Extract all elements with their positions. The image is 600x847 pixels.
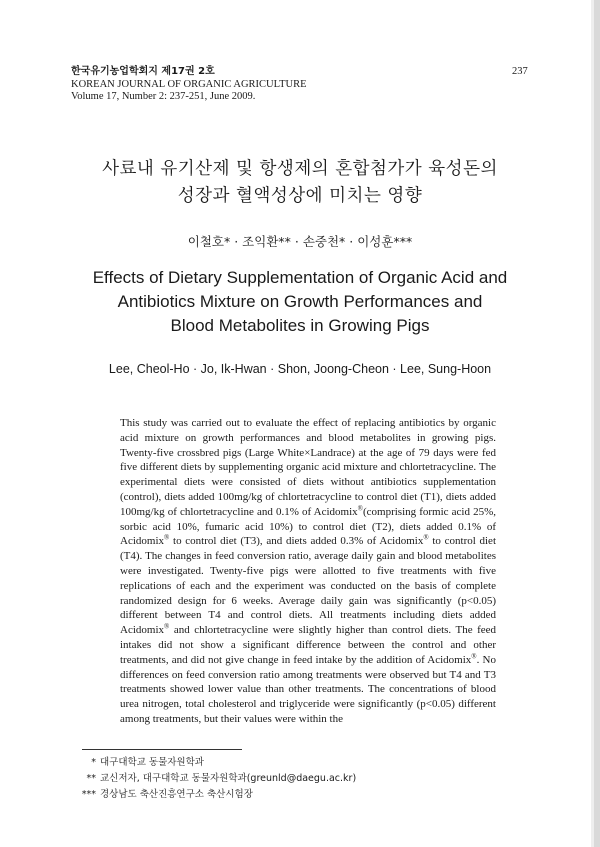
page-edge bbox=[594, 0, 600, 847]
abstract-part4: to control diet (T4). The changes in feed conversion ratio, average daily gain and blood metabolites were investigated. Twenty-five pigs were allotted to five treatments with five replications of each and the experiment was conducted on the basis of complete randomized design for 6 weeks. Average daily gain was significantly (p<0.05) different between T4 and control diets. All treatments including diets added Acidomix bbox=[120, 535, 496, 637]
registered-mark: ® bbox=[471, 652, 477, 661]
title-english-line1: Effects of Dietary Supplementation of Organic Acid and bbox=[92, 268, 508, 287]
footnotes bbox=[76, 755, 356, 803]
authors-korean: 이철호* · 조익환** · 손중천* · 이성훈*** bbox=[187, 234, 413, 249]
abstract-part3: to control diet (T3), and diets added 0.3% of Acidomix bbox=[169, 535, 424, 548]
footnote-text: 경상남도 축산진흥연구소 축산시험장 bbox=[100, 789, 253, 800]
registered-mark: ® bbox=[164, 622, 170, 631]
volume-info: Volume 17, Number 2: 237-251, June 2009. bbox=[71, 91, 256, 102]
title-korean-line2: 성장과 혈액성상에 미치는 영향 bbox=[177, 186, 423, 206]
abstract-part5: and chlortetracycline were slightly higher than control diets. The feed intakes did not show a significant difference between the control and other treatments, and did not give change in feed intake by the addition of Acidomix bbox=[120, 624, 496, 666]
footnote-text: 교신저자, 대구대학교 동물자원학과(greunld@daegu.ac.kr) bbox=[100, 773, 357, 784]
footnote-marker: * bbox=[91, 757, 96, 768]
journal-name-korean: 한국유기농업학회지 제17권 2호 bbox=[71, 66, 215, 77]
registered-mark: ® bbox=[357, 504, 363, 513]
title-english bbox=[0, 266, 600, 338]
footnote-divider bbox=[82, 749, 242, 750]
registered-mark: ® bbox=[164, 533, 170, 542]
title-english-line3: Blood Metabolites in Growing Pigs bbox=[170, 316, 430, 335]
journal-name-english: KOREAN JOURNAL OF ORGANIC AGRICULTURE bbox=[71, 78, 307, 90]
abstract bbox=[120, 416, 496, 727]
footnote-text: 대구대학교 동물자원학과 bbox=[100, 757, 204, 768]
footnote-marker: *** bbox=[81, 789, 96, 800]
abstract-part6: . No differences on feed conversion ratio among treatments were observed but T4 and T3 treatments showed lower value than other treatments. The concentrations of blood urea nitrogen, total cholesterol and triglyceride were significantly (p<0.05) different among treatments, but their values were within the bbox=[120, 653, 496, 725]
journal-header bbox=[71, 66, 307, 104]
abstract-part2: (comprising formic acid 25%, sorbic acid 10%, fumaric acid 10%) to control diet (T2), diets added 0.1% of Acidomix bbox=[120, 505, 496, 548]
title-english-line2: Antibiotics Mixture on Growth Performances and bbox=[117, 292, 483, 311]
authors-english: Lee, Cheol-Ho · Jo, Ik-Hwan · Shon, Joong-Cheon · Lee, Sung-Hoon bbox=[108, 362, 492, 376]
page-number: 237 bbox=[512, 66, 528, 77]
title-korean bbox=[0, 156, 600, 210]
footnote-item bbox=[76, 787, 356, 803]
footnote-item bbox=[76, 771, 356, 787]
registered-mark: ® bbox=[423, 533, 429, 542]
abstract-part1: This study was carried out to evaluate the effect of replacing antibiotics by organic acid mixture on growth performances and blood metabolites in growing pigs. Twenty-five crossbred pigs (Large White×Landrace) at the age of 79 days were fed five different diets by supplementing organic acid mixture and chlortetracycline. The experimental diets were consisted of diets without antibiotics supplementation (control), diets added 100mg/kg of chlortetracycline to control diet (T1), diets added 100mg/kg of chlortetracycline and 0.1% of Acidomix bbox=[120, 417, 496, 518]
title-korean-line1: 사료내 유기산제 및 항생제의 혼합첨가가 육성돈의 bbox=[102, 159, 498, 179]
footnote-marker: ** bbox=[86, 773, 96, 784]
footnote-item bbox=[76, 755, 356, 771]
